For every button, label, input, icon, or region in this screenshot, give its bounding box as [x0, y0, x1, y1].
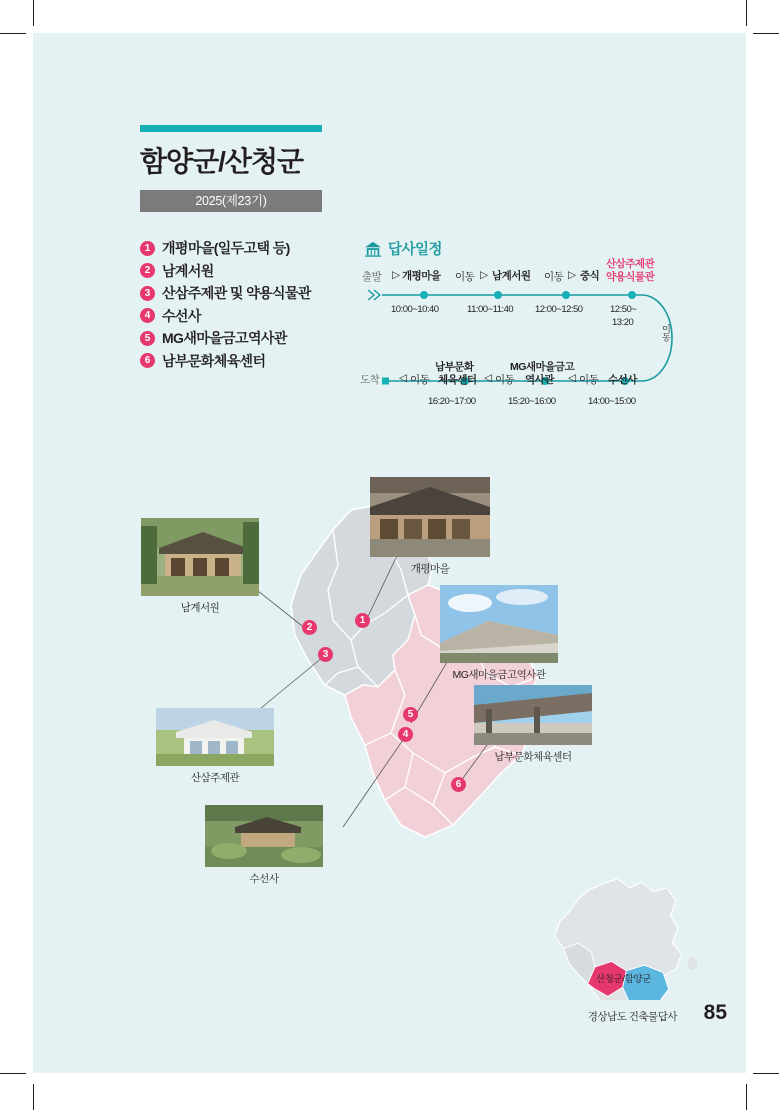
schedule-time-4-line1: 12:50~: [610, 304, 637, 315]
photo-caption-nambu: 남부문화체육센터: [494, 751, 572, 763]
schedule-time-b3: 14:00~15:00: [588, 396, 636, 407]
schedule-arrow-3: ▷: [568, 269, 576, 281]
schedule-move-b2: 이동: [495, 374, 515, 386]
photo-gaepyeong: [370, 477, 490, 557]
photo-caption-gaepyeong: 개평마을: [410, 563, 450, 575]
schedule-move-1: 이동: [455, 271, 475, 283]
legend-item: [140, 260, 380, 283]
schedule-title: 답사일정: [388, 242, 443, 258]
footer-text: 경상남도 건축물답사: [587, 1011, 677, 1023]
schedule-arrow-2: ▷: [480, 269, 488, 281]
schedule-flow: [360, 258, 685, 412]
schedule-stop-b2-line2: 역사관: [525, 374, 554, 386]
legend-label-6: 남부문화체육센터: [162, 352, 266, 369]
schedule-time-b1: 16:20~17:00: [428, 396, 476, 407]
korea-map-caption: 산청군/함양군: [596, 974, 651, 985]
map-marker-6: 6: [451, 777, 466, 792]
legend-number-1: 1: [140, 241, 155, 256]
crop-mark: [0, 33, 26, 34]
photo-suseonsa: [205, 805, 323, 867]
legend-number-2: 2: [140, 263, 155, 278]
map-marker-2: 2: [302, 620, 317, 635]
legend-label-5: MG새마을금고역사관: [162, 330, 287, 347]
legend-item: [140, 305, 380, 328]
photo-caption-sansam: 산삼주제관: [190, 772, 240, 784]
map-illustration: [33, 455, 746, 1000]
legend-item: [140, 237, 380, 260]
schedule-stop-3: 중식: [580, 270, 600, 282]
photo-namgye: [141, 518, 259, 596]
legend-number-5: 5: [140, 331, 155, 346]
page-title: 함양군/산청군: [140, 146, 304, 177]
legend-item: [140, 350, 380, 373]
legend-number-6: 6: [140, 353, 155, 368]
schedule-time-3: 12:00~12:50: [535, 304, 583, 315]
legend-number-4: 4: [140, 308, 155, 323]
schedule-curve-move: 이동: [661, 324, 671, 341]
map-marker-4: 4: [398, 727, 413, 742]
page-number: 85: [703, 1001, 727, 1024]
legend-item: [140, 282, 380, 305]
schedule-arrow-b1: ◁: [399, 372, 407, 384]
schedule-arrow-b2: ◁: [484, 372, 492, 384]
photo-sansam: [156, 708, 274, 766]
house-icon: [364, 241, 382, 257]
schedule-move-b3: 이동: [579, 374, 599, 386]
legend-label-1: 개평마을(일두고택 등): [162, 240, 290, 257]
photo-nambu: [474, 685, 592, 745]
legend-label-2: 남계서원: [162, 262, 214, 279]
schedule-time-2: 11:00~11:40: [467, 304, 514, 315]
map-marker-5: 5: [403, 707, 418, 722]
crop-mark: [746, 1084, 747, 1110]
photo-caption-mg: MG새마을금고역사관: [452, 669, 546, 681]
schedule-arrow-b3: ◁: [568, 372, 576, 384]
title-accent-bar: [140, 125, 322, 132]
crop-mark: [753, 1073, 779, 1074]
schedule-stop-1: 개평마을: [402, 270, 441, 282]
schedule-stop-b2-line1: MG새마을금고: [510, 361, 575, 373]
legend-number-3: 3: [140, 286, 155, 301]
schedule-stop-4-line1: 산삼주제관: [606, 258, 655, 270]
crop-mark: [33, 0, 34, 26]
schedule-stop-2: 남계서원: [492, 270, 531, 282]
schedule-move-b1: 이동: [410, 374, 430, 386]
schedule-start-label: 출발: [362, 271, 382, 283]
legend-label-3: 산삼주제관 및 약용식물관: [162, 285, 311, 302]
schedule-header: [364, 238, 442, 259]
schedule-stop-b3: 수선사: [608, 374, 637, 386]
schedule-time-1: 10:00~10:40: [391, 304, 439, 315]
schedule-arrow-1: ▷: [392, 269, 400, 281]
crop-mark: [746, 0, 747, 26]
crop-mark: [753, 33, 779, 34]
schedule-move-2: 이동: [544, 271, 564, 283]
legend-list: [140, 237, 380, 372]
legend-item: [140, 327, 380, 350]
schedule-stop-4-line2: 약용식물관: [606, 271, 655, 283]
photo-caption-suseonsa: 수선사: [249, 873, 279, 885]
photo-caption-namgye: 남계서원: [180, 602, 220, 614]
schedule-stop-b1-line1: 남부문화: [435, 361, 474, 373]
crop-mark: [0, 1073, 26, 1074]
map-marker-3: 3: [318, 647, 333, 662]
schedule-stop-b1-line2: 체육센터: [438, 374, 477, 386]
schedule-time-b2: 15:20~16:00: [508, 396, 556, 407]
schedule-time-4-line2: 13:20: [612, 317, 634, 328]
legend-label-4: 수선사: [162, 307, 201, 324]
photo-mg: [440, 585, 558, 663]
year-badge: 2025(제23기): [140, 190, 322, 212]
map-marker-1: 1: [355, 613, 370, 628]
schedule-arrive-label: 도착: [360, 374, 380, 386]
crop-mark: [33, 1084, 34, 1110]
